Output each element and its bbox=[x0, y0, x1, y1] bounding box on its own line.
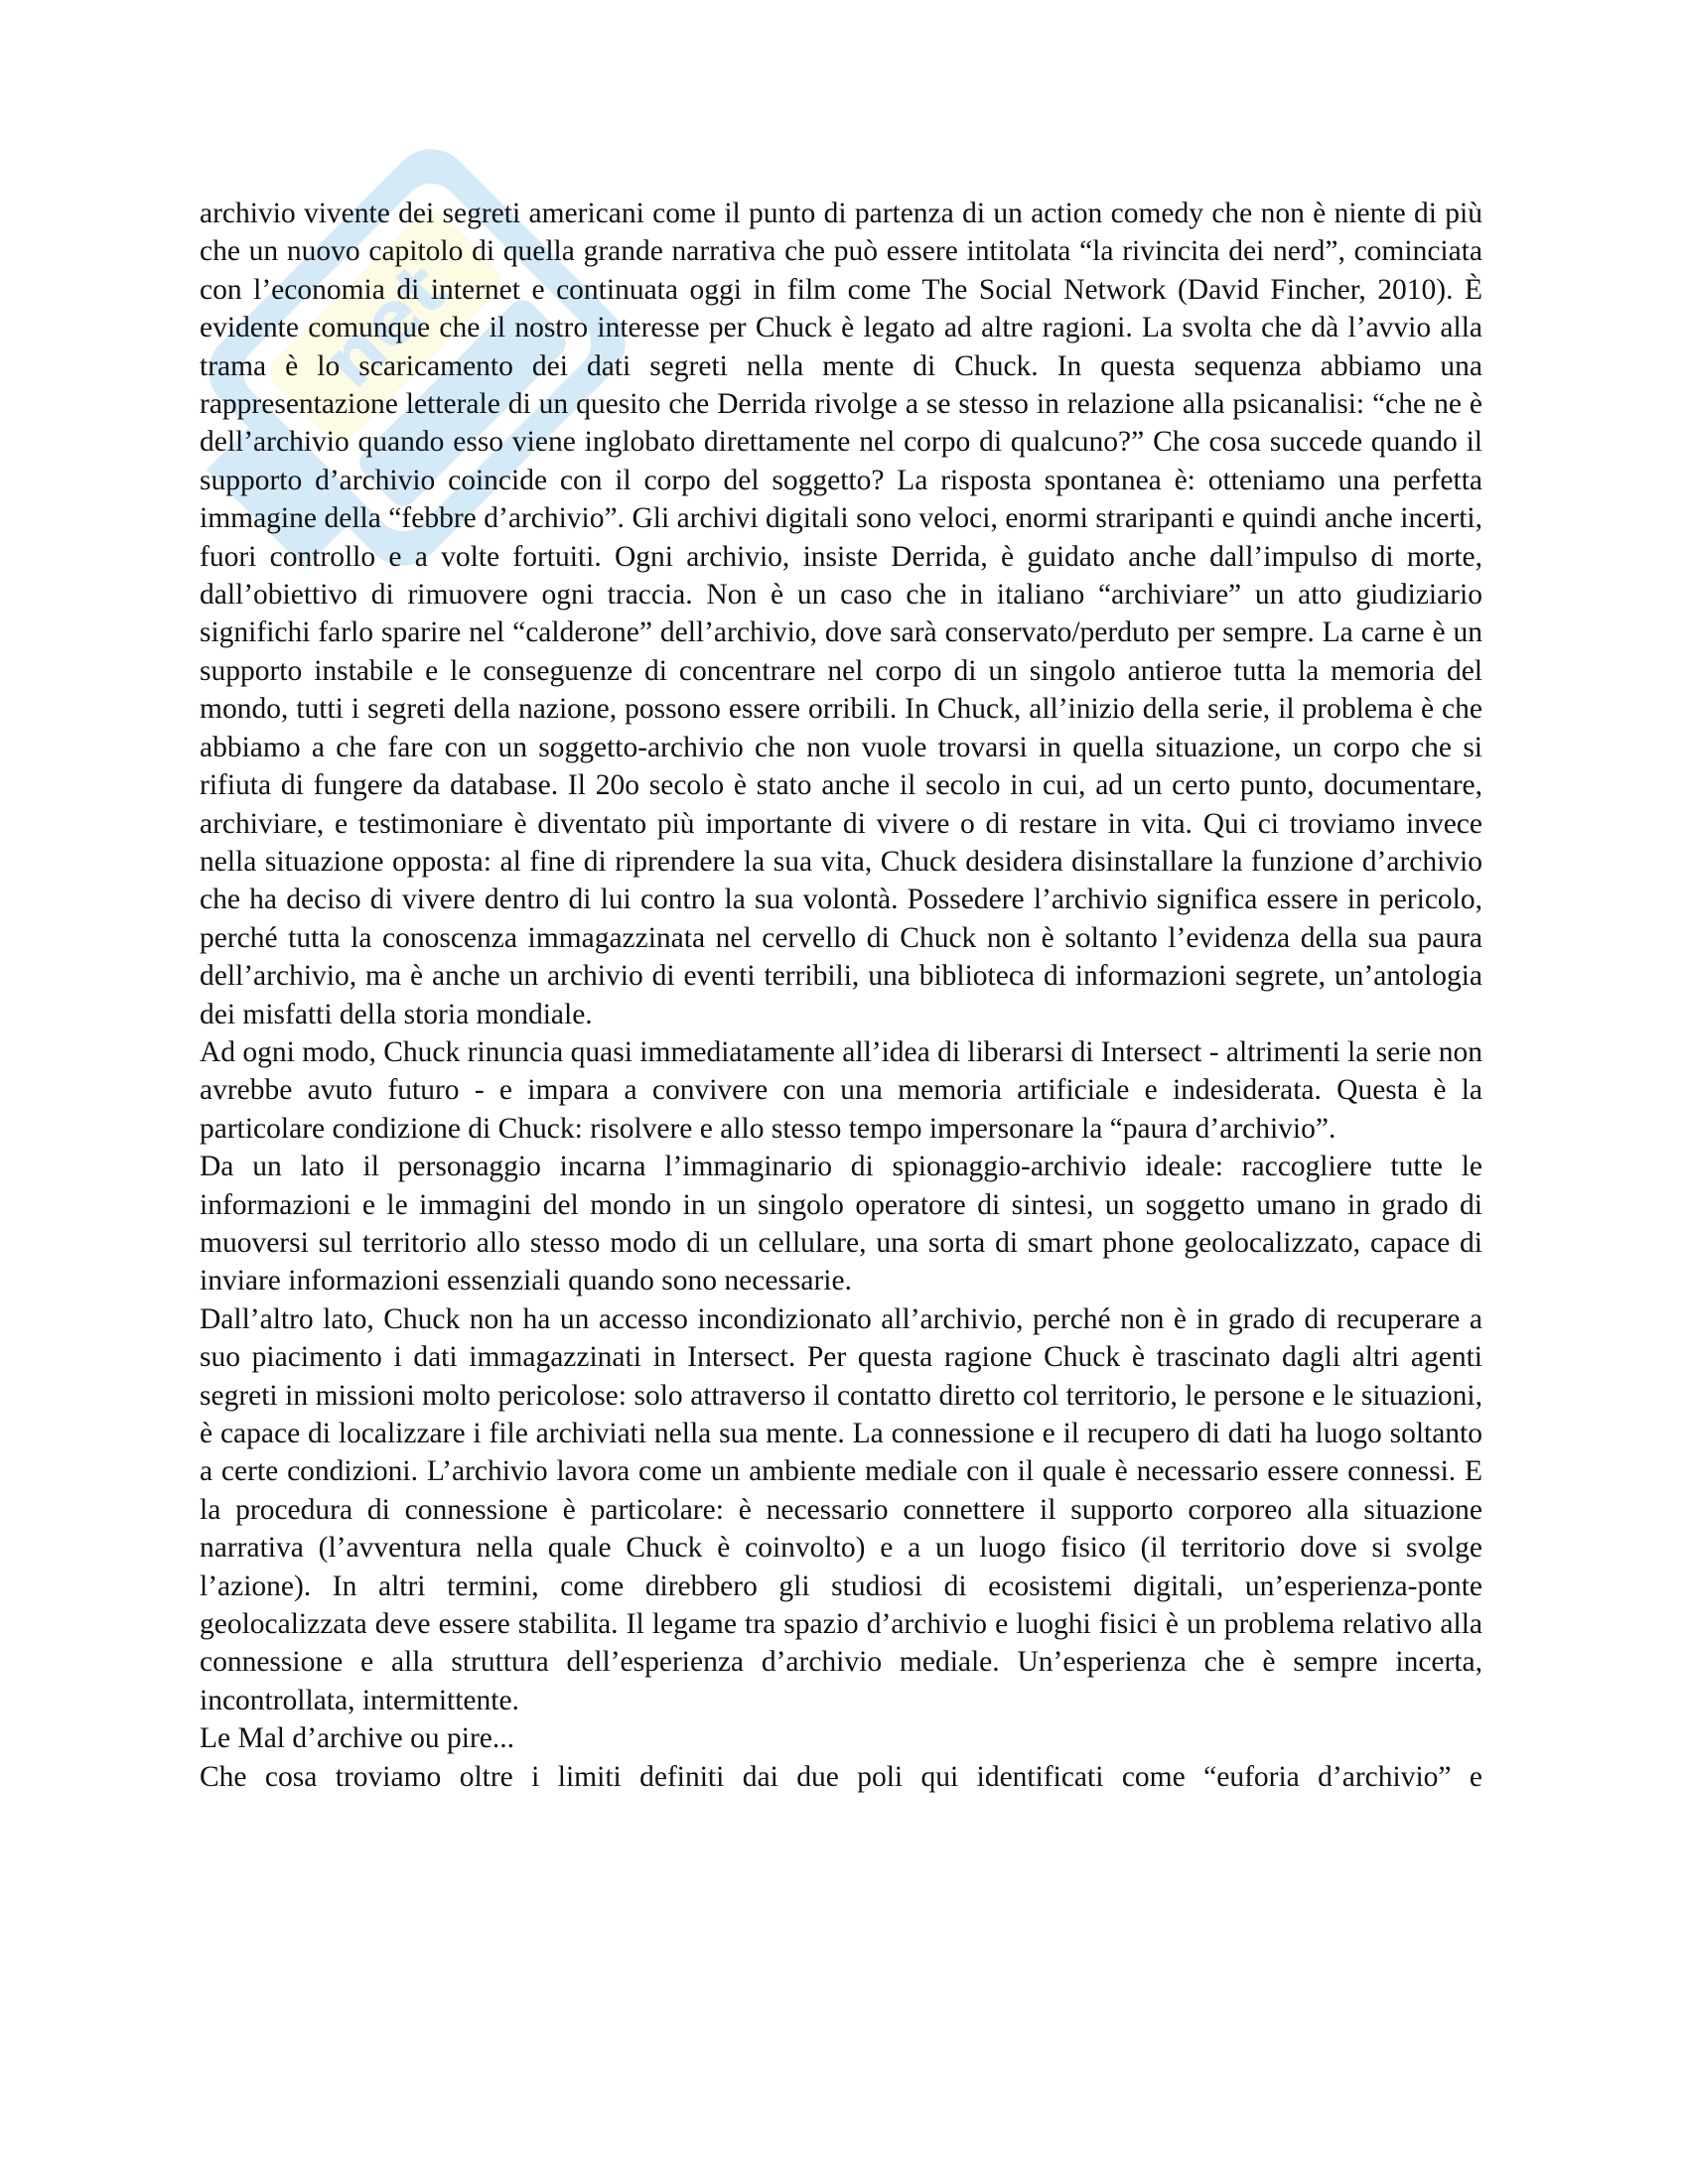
paragraph-2: Ad ogni modo, Chuck rinuncia quasi immediatamente all’idea di liberarsi di Intersect - altrimenti la serie non avrebbe avuto futuro - e impara a convivere con una memoria artificiale e indesiderata. Questa è la particolare condizione di Chuck: risolvere e allo stesso tempo impersonare la “paura d’archivio”. bbox=[200, 1035, 1482, 1145]
section-heading: Le Mal d’archive ou pire... bbox=[200, 1722, 514, 1755]
paragraph-3: Da un lato il personaggio incarna l’immaginario di spionaggio-archivio ideale: raccogliere tutte le informazioni e le immagini del mondo in un singolo operatore di sintesi, un soggetto umano in grado di muoversi sul territorio allo stesso modo di un cellulare, una sorta di smart phone geolocalizzato, capace di inviare informazioni essenziali quando sono necessarie. bbox=[200, 1151, 1482, 1297]
svg-text:net: net bbox=[306, 246, 465, 405]
paragraph-4: Dall’altro lato, Chuck non ha un accesso incondizionato all’archivio, perché non è in grado di recuperare a suo piacimento i dati immagazzinati in Intersect. Per questa ragione Chuck è trascinato dagli altri agenti segreti in missioni molto pericolose: solo attraverso il contatto diretto col territorio, le persone e le situazioni, è capace di localizzare i file archiviati nella sua mente. La connessione e il recupero di dati ha luogo soltanto a certe condizioni. L’archivio lavora come un ambiente mediale con il quale è necessario essere connessi. E la procedura di connessione è particolare: è necessario connettere il supporto corporeo alla situazione narrativa (l’avventura nella quale Chuck è coinvolto) e a un luogo fisico (il territorio dove si svolge l’azione). In altri termini, come direbbero gli studiosi di ecosistemi digitali, un’esperienza-ponte geolocalizzata deve essere stabilita. Il legame tra spazio d’archivio e luoghi fisici è un problema relativo alla connessione e alla struttura dell’esperienza d’archivio mediale. Un’esperienza che è sempre incerta, incontrollata, intermittente. bbox=[200, 1302, 1482, 1716]
body-text bbox=[200, 195, 1482, 1796]
paragraph-1: archivio vivente dei segreti americani come il punto di partenza di un action comedy che non è niente di più che un nuovo capitolo di quella grande narrativa che può essere intitolata “la rivincita dei nerd”, cominciata con l’economia di internet e continuata oggi in film come The Social Network (David Fincher, 2010). È evidente comunque che il nostro interesse per Chuck è legato ad altre ragioni. La svolta che dà l’avvio alla trama è lo scaricamento dei dati segreti nella mente di Chuck. In questa sequenza abbiamo una rappresentazione letterale di un quesito che Derrida rivolge a se stesso in relazione alla psicanalisi: “che ne è dell’archivio quando esso viene inglobato direttamente nel corpo di qualcuno?” Che cosa succede quando il supporto d’archivio coincide con il corpo del soggetto? La risposta spontanea è: otteniamo una perfetta immagine della “febbre d’archivio”. Gli archivi digitali sono veloci, enormi straripanti e quindi anche incerti, fuori controllo e a volte fortuiti. Ogni archivio, insiste Derrida, è guidato anche dall’impulso di morte, dall’obiettivo di rimuovere ogni traccia. Non è un caso che in italiano “archiviare” un atto giudiziario significhi farlo sparire nel “calderone” dell’archivio, dove sarà conservato/perduto per sempre. La carne è un supporto instabile e le conseguenze di concentrare nel corpo di un singolo antieroe tutta la memoria del mondo, tutti i segreti della nazione, possono essere orribili. In Chuck, all’inizio della serie, il problema è che abbiamo a che fare con un soggetto-archivio che non vuole trovarsi in quella situazione, un corpo che si rifiuta di fungere da database. Il 20o secolo è stato anche il secolo in cui, ad un certo punto, documentare, archiviare, e testimoniare è diventato più importante di vivere o di restare in vita. Qui ci troviamo invece nella situazione opposta: al fine di riprendere la sua vita, Chuck desidera disinstallare la funzione d’archivio che ha deciso di vivere dentro di lui contro la sua volontà. Possedere l’archivio significa essere in pericolo, perché tutta la conoscenza immagazzinata nel cervello di Chuck non è soltanto l’evidenza della sua paura dell’archivio, ma è anche un archivio di eventi terribili, una biblioteca di informazioni segrete, un’antologia dei misfatti della storia mondiale. bbox=[200, 198, 1482, 1030]
paragraph-5: Che cosa troviamo oltre i limiti definiti dai due poli qui identificati come “euforia d’archivio” e bbox=[200, 1760, 1482, 1793]
